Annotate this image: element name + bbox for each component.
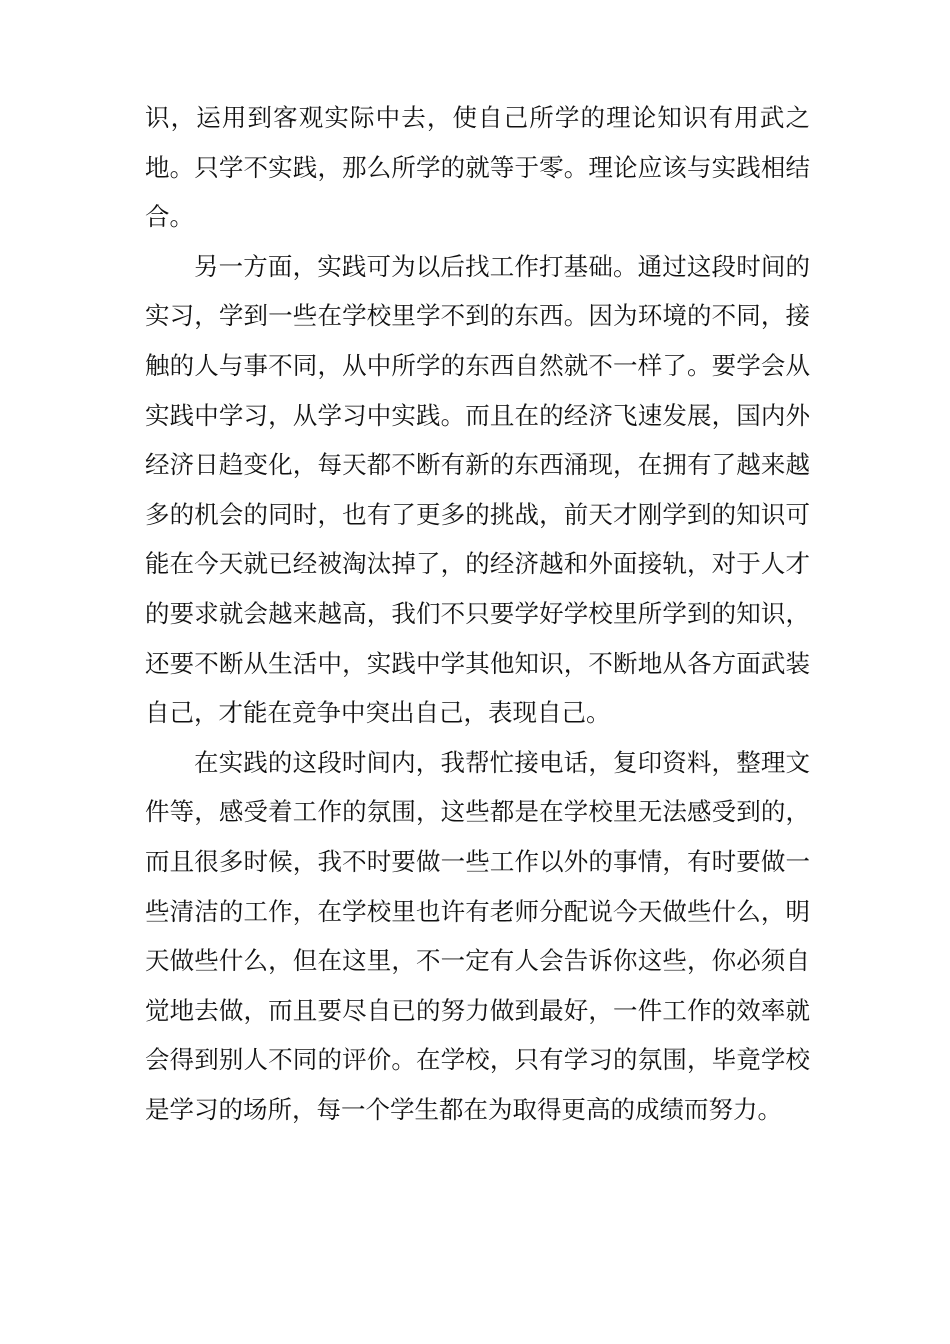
- document-body: [145, 93, 810, 1134]
- paragraph-practice-experience: 在实践的这段时间内，我帮忙接电话，复印资料，整理文件等，感受着工作的氛围，这些都是在学校里无法感受到的，而且很多时候，我不时要做一些工作以外的事情，有时要做一些清洁的工作，在学校里也许有老师分配说今天做些什么，明天做些什么，但在这里，不一定有人会告诉你这些，你必须自觉地去做，而且要尽自已的努力做到最好，一件工作的效率就会得到别人不同的评价。在学校，只有学习的氛围，毕竟学校是学习的场所，每一个学生都在为取得更高的成绩而努力。: [145, 747, 810, 1124]
- paragraph-continuation: 识，运用到客观实际中去，使自己所学的理论知识有用武之地。只学不实践，那么所学的就等于零。理论应该与实践相结合。: [145, 103, 810, 232]
- paragraph-practice-foundation: 另一方面，实践可为以后找工作打基础。通过这段时间的实习，学到一些在学校里学不到的东西。因为环境的不同，接触的人与事不同，从中所学的东西自然就不一样了。要学会从实践中学习，从学习中实践。而且在的经济飞速发展，国内外经济日趋变化，每天都不断有新的东西涌现，在拥有了越来越多的机会的同时，也有了更多的挑战，前天才刚学到的知识可能在今天就已经被淘汰掉了，的经济越和外面接轨，对于人才的要求就会越来越高，我们不只要学好学校里所学到的知识，还要不断从生活中，实践中学其他知识，不断地从各方面武装自己，才能在竞争中突出自己，表现自己。: [145, 251, 810, 728]
